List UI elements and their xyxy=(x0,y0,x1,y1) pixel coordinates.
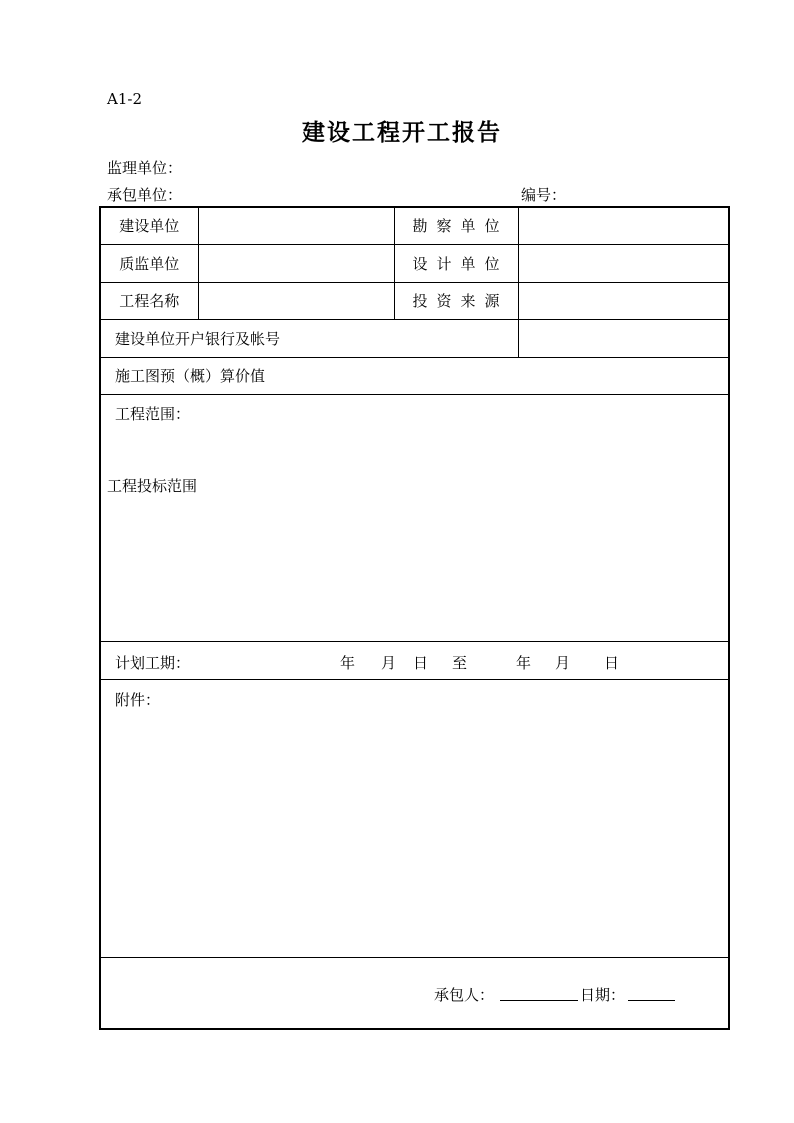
bid-scope-label: 工程投标范围 xyxy=(107,476,198,495)
end-year-label: 年 xyxy=(516,653,532,672)
project-name-label: 工程名称 xyxy=(100,282,198,319)
schedule-cell[interactable] xyxy=(100,641,729,679)
document-code: A1-2 xyxy=(107,90,142,108)
design-unit-label: 设计单位 xyxy=(394,244,518,282)
table-row xyxy=(100,244,729,282)
table-row xyxy=(100,357,729,394)
table-row xyxy=(100,679,729,957)
scope-label: 工程范围： xyxy=(115,404,191,423)
contractor-sign-label: 承包人： xyxy=(434,985,495,1004)
table-row xyxy=(100,641,729,679)
table-row xyxy=(100,207,729,244)
bank-account-value[interactable] xyxy=(518,319,729,357)
signature-cell xyxy=(100,957,729,1029)
project-name-value[interactable] xyxy=(198,282,394,319)
budget-value-label: 施工图预（概）算价值 xyxy=(100,357,729,394)
end-month-label: 月 xyxy=(555,653,571,672)
survey-unit-label: 勘察单位 xyxy=(394,207,518,244)
date-field[interactable] xyxy=(628,986,675,1001)
to-label: 至 xyxy=(452,653,468,672)
quality-unit-value[interactable] xyxy=(198,244,394,282)
table-row xyxy=(100,394,729,641)
attachment-label: 附件： xyxy=(115,690,161,709)
scope-cell[interactable] xyxy=(100,394,729,641)
table-row xyxy=(100,957,729,1029)
start-day-label: 日 xyxy=(413,653,429,672)
contractor-sign-field[interactable] xyxy=(500,986,578,1001)
table-row xyxy=(100,282,729,319)
table-row xyxy=(100,319,729,357)
bank-account-label: 建设单位开户银行及帐号 xyxy=(100,319,518,357)
investment-source-label: 投资来源 xyxy=(394,282,518,319)
design-unit-value[interactable] xyxy=(518,244,729,282)
date-label: 日期： xyxy=(580,985,626,1004)
page-title: 建设工程开工报告 xyxy=(302,119,502,146)
survey-unit-value[interactable] xyxy=(518,207,729,244)
end-day-label: 日 xyxy=(604,653,620,672)
start-year-label: 年 xyxy=(340,653,356,672)
contractor-unit-label: 承包单位： xyxy=(107,186,183,204)
number-label: 编号： xyxy=(521,186,567,204)
report-form-table xyxy=(99,206,730,1030)
supervisor-unit-label: 监理单位： xyxy=(107,159,183,177)
schedule-label: 计划工期： xyxy=(115,653,191,672)
quality-unit-label: 质监单位 xyxy=(100,244,198,282)
investment-source-value[interactable] xyxy=(518,282,729,319)
attachment-cell[interactable] xyxy=(100,679,729,957)
owner-unit-label: 建设单位 xyxy=(100,207,198,244)
start-month-label: 月 xyxy=(381,653,397,672)
owner-unit-value[interactable] xyxy=(198,207,394,244)
